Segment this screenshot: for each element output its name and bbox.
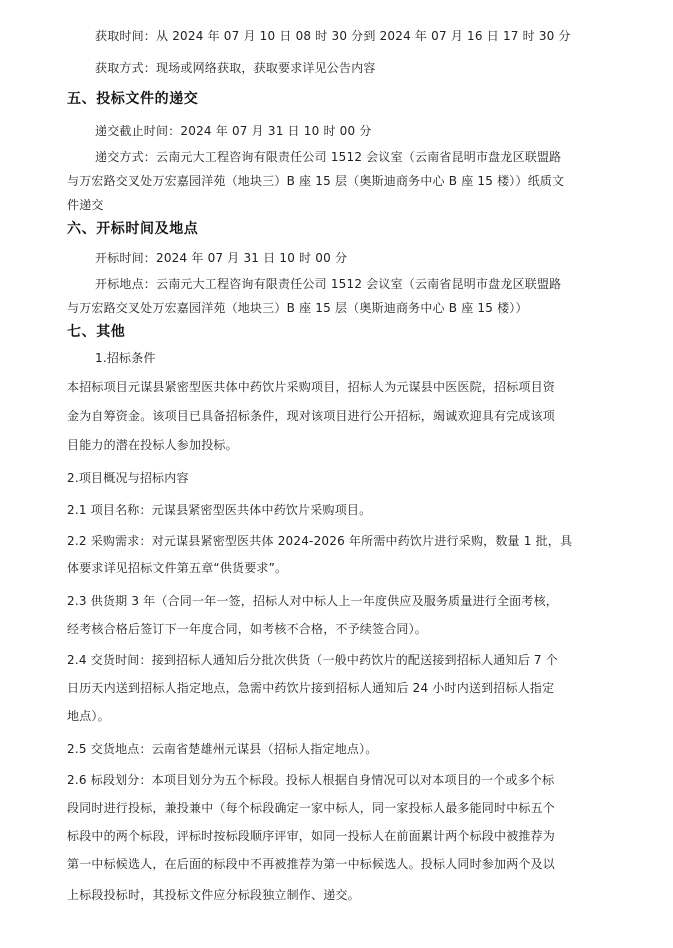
item-1-title: 1.招标条件 [95, 351, 156, 365]
item-2-5: 2.5 交货地点：云南省楚雄州元谋县（招标人指定地点）。 [67, 742, 378, 756]
acquisition-method: 获取方式：现场或网络获取，获取要求详见公告内容 [95, 61, 376, 75]
item-2-6-line: 2.6 标段划分：本项目划分为五个标段。投标人根据自身情况可以对本项目的一个或多个标 [67, 773, 555, 787]
section-7-heading: 七、其他 [67, 324, 126, 340]
item-2-6-line: 上标段投标时，其投标文件应分标段独立制作、递交。 [67, 888, 360, 902]
item-2-2-line: 2.2 采购需求：对元谋县紧密型医共体 2024-2026 年所需中药饮片进行采购，数量 1 批，具 [67, 534, 573, 548]
submission-method-line: 与万宏路交叉处万宏嘉园洋苑（地块三）B 座 15 层（奥斯迪商务中心 B 座 15 楼））纸质文 [67, 174, 565, 188]
item-2-2-line: 体要求详见招标文件第五章“供货要求”。 [67, 561, 288, 575]
item-2-3-line: 2.3 供货期 3 年（合同一年一签，招标人对中标人上一年度供应及服务质量进行全面考核， [67, 594, 558, 608]
submission-deadline: 递交截止时间：2024 年 07 月 31 日 10 时 00 分 [95, 124, 372, 138]
opening-time: 开标时间：2024 年 07 月 31 日 10 时 00 分 [95, 251, 348, 265]
item-2-4-line: 日历天内送到招标人指定地点，急需中药饮片接到招标人通知后 24 小时内送到招标人指定 [67, 681, 555, 695]
submission-method-line: 递交方式：云南元大工程咨询有限责任公司 1512 会议室（云南省昆明市盘龙区联盟路 [95, 150, 562, 164]
opening-place-line: 开标地点：云南元大工程咨询有限责任公司 1512 会议室（云南省昆明市盘龙区联盟路 [95, 277, 562, 291]
item-2-6-line: 段同时进行投标，兼投兼中（每个标段确定一家中标人，同一家投标人最多能同时中标五个 [67, 801, 556, 815]
submission-method-line: 件递交 [67, 198, 104, 212]
item-1-line: 金为自筹资金。该项目已具备招标条件，现对该项目进行公开招标，竭诚欢迎具有完成该项 [67, 409, 556, 423]
item-2-4-line: 地点）。 [67, 709, 110, 723]
item-1-line: 目能力的潜在投标人参加投标。 [67, 438, 238, 452]
acquisition-time: 获取时间：从 2024 年 07 月 10 日 08 时 30 分到 2024 年 07 月 16 日 17 时 30 分 [95, 29, 571, 43]
section-5-heading: 五、投标文件的递交 [67, 91, 199, 107]
item-2-6-line: 标段中的两个标段，评标时按标段顺序评审，如同一投标人在前面累计两个标段中被推荐为 [67, 829, 556, 843]
item-2-1: 2.1 项目名称：元谋县紧密型医共体中药饮片采购项目。 [67, 503, 372, 517]
section-6-heading: 六、开标时间及地点 [67, 221, 199, 237]
item-2-3-line: 经考核合格后签订下一年度合同，如考核不合格，不予续签合同）。 [67, 622, 428, 636]
item-1-line: 本招标项目元谋县紧密型医共体中药饮片采购项目，招标人为元谋县中医医院，招标项目资 [67, 380, 556, 394]
opening-place-line: 与万宏路交叉处万宏嘉园洋苑（地块三）B 座 15 层（奥斯迪商务中心 B 座 15 楼）） [67, 301, 528, 315]
item-2-4-line: 2.4 交货时间：接到招标人通知后分批次供货（一般中药饮片的配送接到招标人通知后 7 个 [67, 653, 558, 667]
item-2-title: 2.项目概况与招标内容 [67, 471, 189, 485]
item-2-6-line: 第一中标候选人，在后面的标段中不再被推荐为第一中标候选人。投标人同时参加两个及以 [67, 857, 556, 871]
